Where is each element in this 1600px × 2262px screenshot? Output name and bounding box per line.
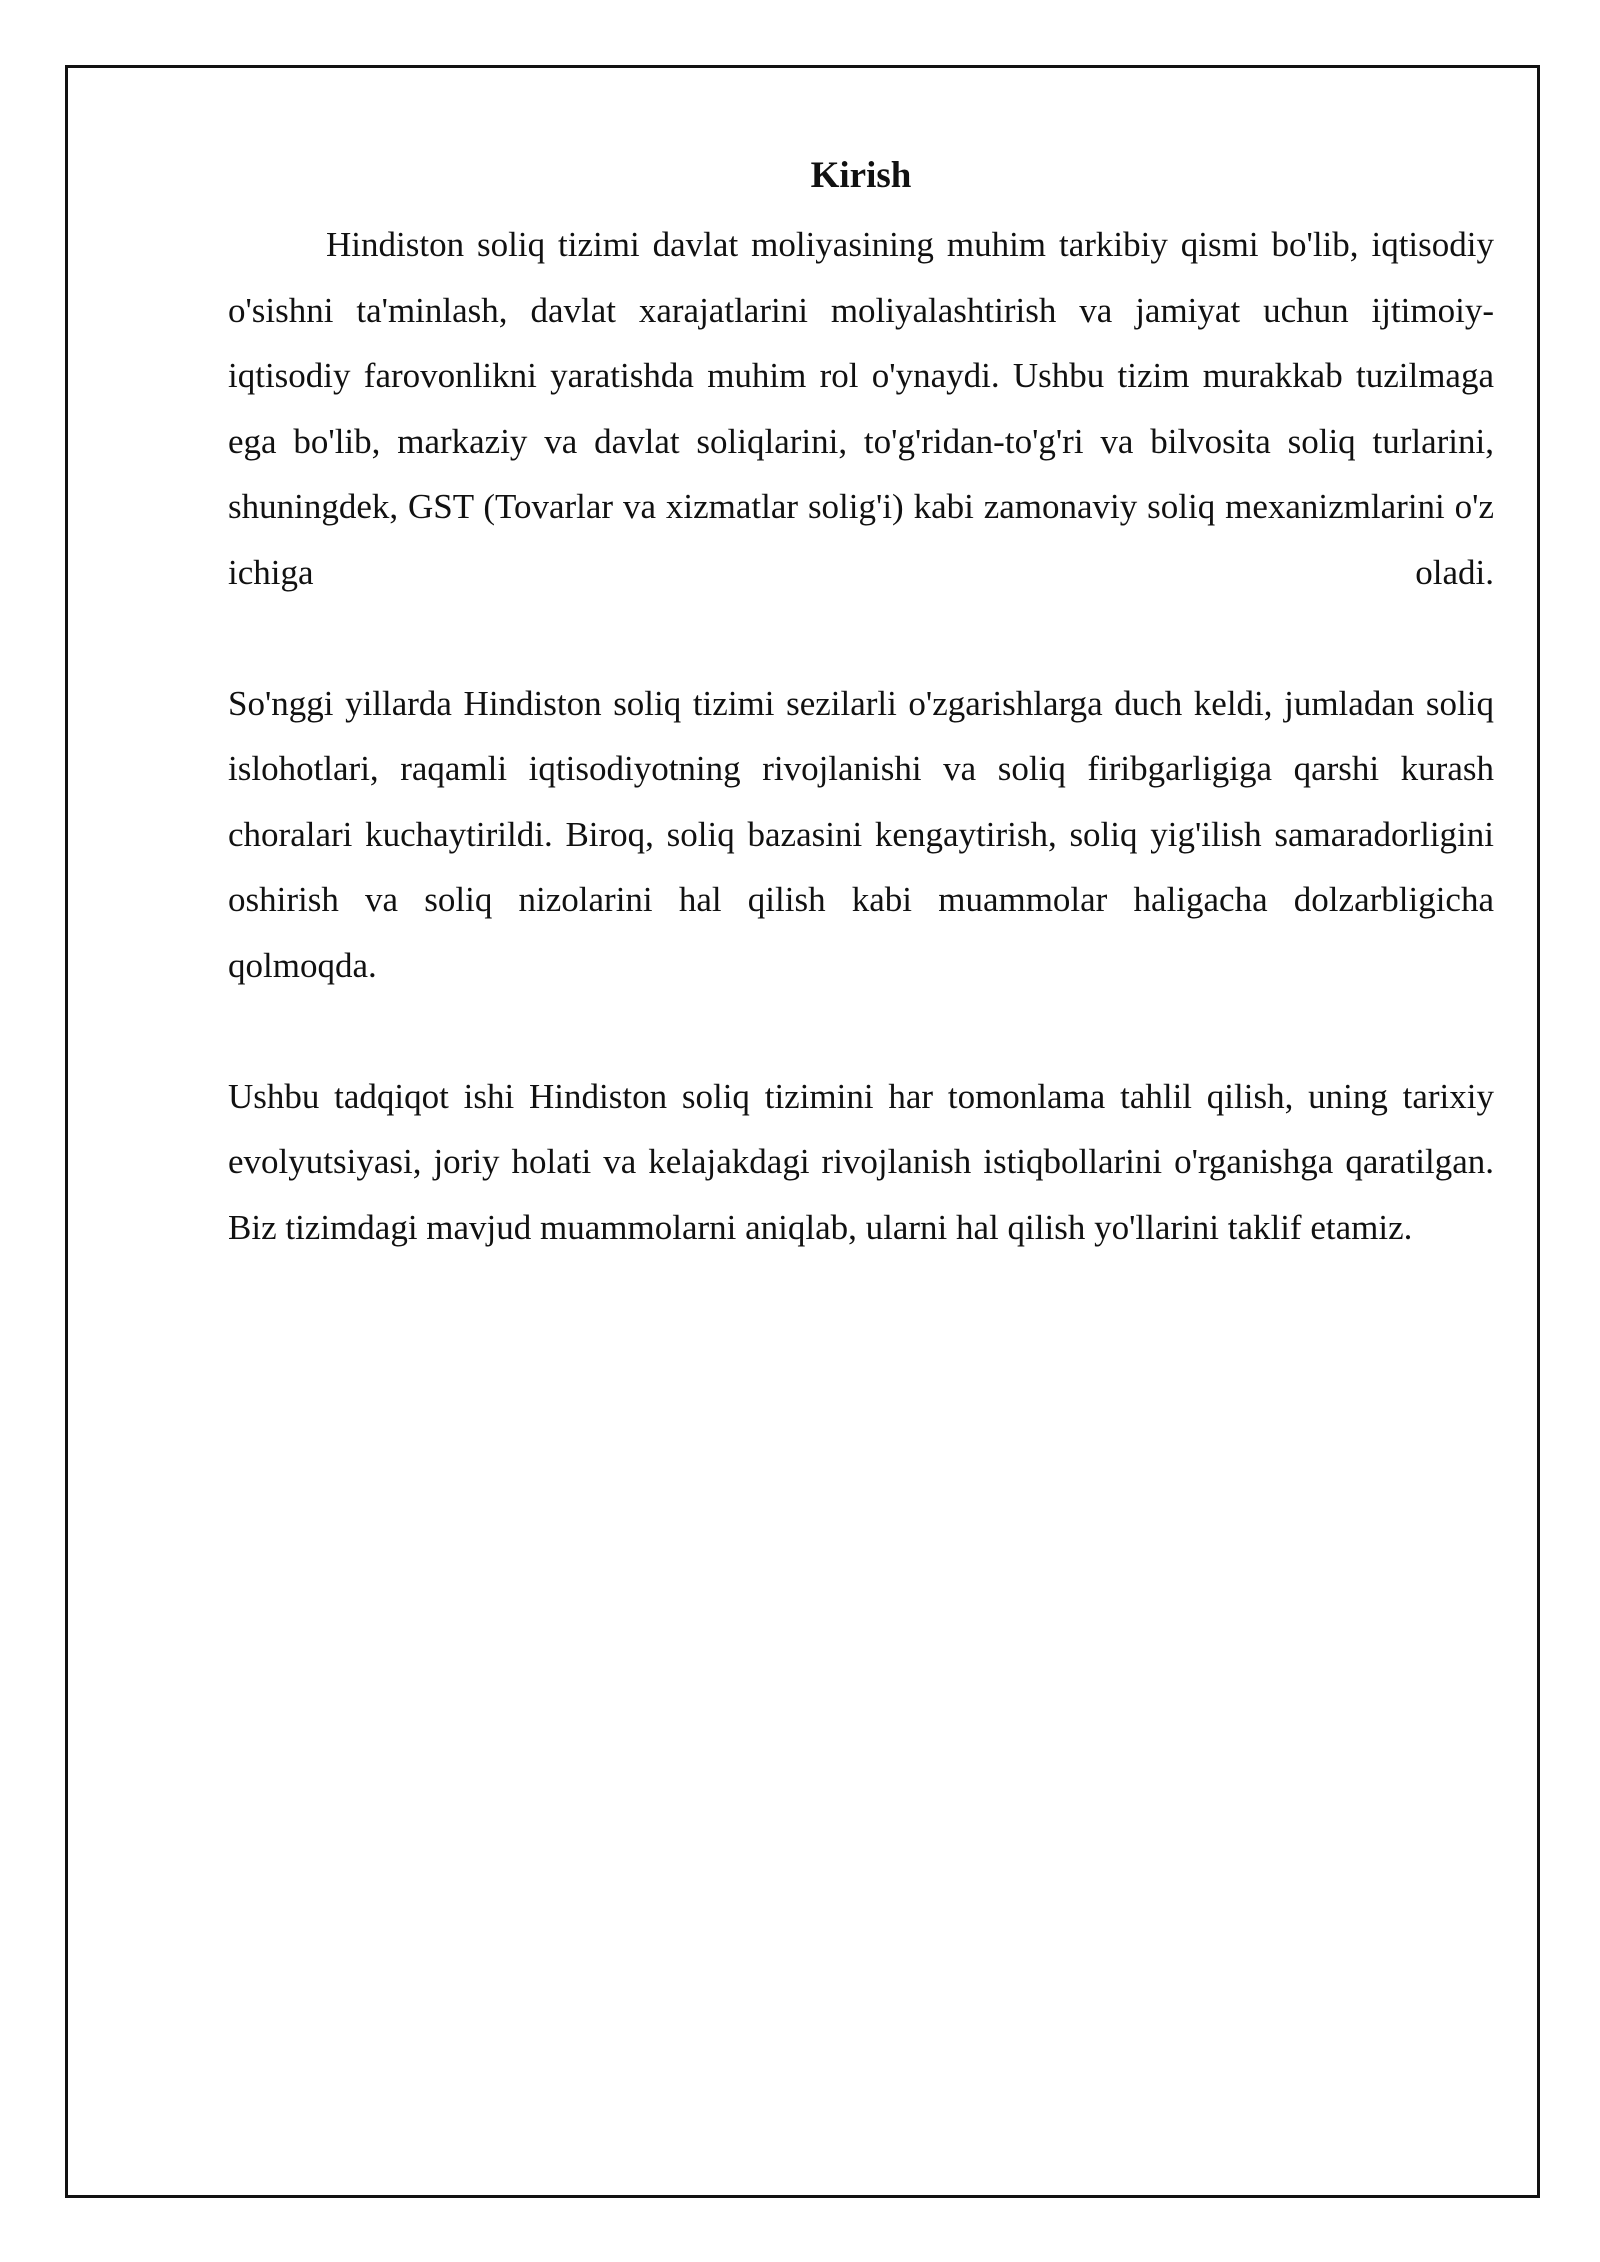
document-title: Kirish bbox=[810, 155, 912, 196]
paragraph-gap bbox=[228, 998, 1494, 1064]
paragraph-2: So'nggi yillarda Hindiston soliq tizimi sezilarli o'zgarishlarga duch keldi, jumladan soliq islohotlari, raqamli iqtisodiyotning rivojlanishi va soliq firibgarligiga qarshi kurash choralari kuchaytirildi. Biroq, soliq bazasini kengaytirish, soliq yig'ilish samaradorligini oshirish va soliq nizolarini hal qilish kabi muammolar haligacha dolzarbligicha qolmoqda. bbox=[228, 683, 1494, 985]
paragraph-gap bbox=[228, 605, 1494, 671]
paragraph-1: Hindiston soliq tizimi davlat moliyasining muhim tarkibiy qismi bo'lib, iqtisodiy o'sishni ta'minlash, davlat xarajatlarini moliyalashtirish va jamiyat uchun ijtimoiy-iqtisodiy farovonlikni yaratishda muhim rol o'ynaydi. Ushbu tizim murakkab tuzilmaga ega bo'lib, markaziy va davlat soliqlarini, to'g'ridan-to'g'ri va bilvosita soliq turlarini, shuningdek, GST (Tovarlar va xizmatlar solig'i) kabi zamonaviy soliq mexanizmlarini o'z ichiga oladi. bbox=[228, 225, 1494, 592]
paragraph-3: Ushbu tadqiqot ishi Hindiston soliq tizimini har tomonlama tahlil qilish, uning tarixiy evolyutsiyasi, joriy holati va kelajakdagi rivojlanish istiqbollarini o'rganishga qaratilgan. Biz tizimdagi mavjud muammolarni aniqlab, ularni hal qilish yo'llarini taklif etamiz. bbox=[228, 1076, 1494, 1247]
document-body bbox=[228, 140, 1494, 1260]
